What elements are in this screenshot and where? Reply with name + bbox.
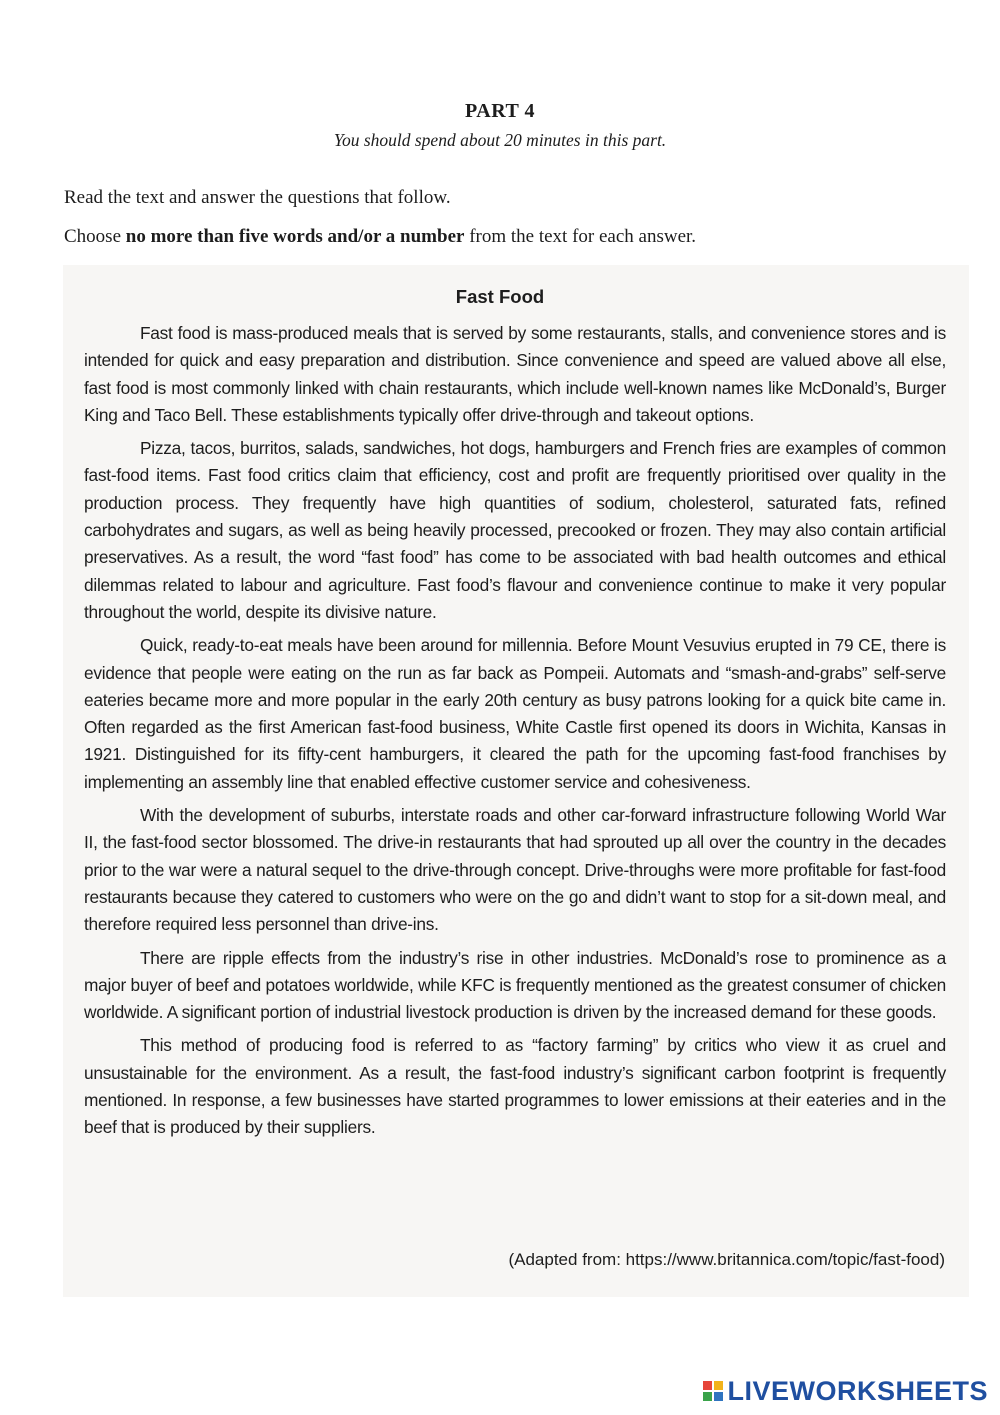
passage-paragraph-5: There are ripple effects from the industry’s rise in other industries. McDonald’s rose to prominence as a major buyer of beef and potatoes worldwide, while KFC is frequently mentioned as the greatest consumer of chicken worldwide. A significant portion of industrial livestock production is driven by the increased demand for these goods. [84,947,946,1023]
instruction-choose-bold: no more than five words and/or a number [125,226,465,247]
part-title: PART 4 [465,100,535,122]
passage-paragraph-2: Pizza, tacos, burritos, salads, sandwiches, hot dogs, hamburgers and French fries are examples of common fast-food items. Fast food critics claim that efficiency, cost and profit are frequently prioritised over quality in the production process. They frequently have high quantities of sodium, cholesterol, saturated fats, refined carbohydrates and sugars, as well as being heavily processed, precooked or frozen. They may also contain artificial preservatives. As a result, the word “fast food” has come to be associated with bad health outcomes and ethical dilemmas related to labour and agriculture. Fast food’s flavour and convenience continue to make it very popular throughout the world, despite its divisive nature. [84,438,946,622]
instruction-choose-pre: Choose [64,226,126,247]
passage-paragraph-1: Fast food is mass-produced meals that is served by some restaurants, stalls, and convenience stores and is intended for quick and easy preparation and distribution. Since convenience and speed are valued above all else, fast food is most commonly linked with chain restaurants, which include well-known names like McDonald’s, Burger King and Taco Bell. These establishments typically offer drive-through and takeout options. [84,323,946,425]
passage-paragraph-4: With the development of suburbs, interstate roads and other car-forward infrastructure following World War II, the fast-food sector blossomed. The drive-in restaurants that had sprouted up all over the country in the decades prior to the war were a natural sequel to the drive-through concept. Drive-throughs were more profitable for fast-food restaurants because they catered to customers who were on the go and didn’t want to stop for a sit-down meal, and therefore required less personnel than drive-ins. [84,805,946,935]
passage-source: (Adapted from: https://www.britannica.com/topic/fast-food) [508,1250,945,1269]
logo-square-blue [714,1392,723,1401]
logo-text: LIVEWORKSHEETS [727,1375,988,1406]
passage-paragraph-6: This method of producing food is referred to as “factory farming” by critics who view it as cruel and unsustainable for the environment. As a result, the fast-food industry’s significant carbon footprint is frequently mentioned. In response, a few businesses have started programmes to lower emissions at their eateries and in the beef that is produced by their suppliers. [84,1035,946,1138]
logo-square-yellow [714,1381,723,1390]
logo-square-red [703,1381,712,1390]
liveworksheets-logo [703,1376,988,1406]
instruction-choose [64,226,696,248]
passage-title: Fast Food [455,286,545,307]
passage-paragraph-3: Quick, ready-to-eat meals have been around for millennia. Before Mount Vesuvius erupted in 79 CE, there is evidence that people were eating on the run as far back as Pompeii. Automats and “smash-and-grabs” self-serve eateries became more and more popular in the early 20th century as busy patrons looking for a quick bite came in. Often regarded as the first American fast-food business, White Castle first opened its doors in Wichita, Kansas in 1921. Distinguished for its fifty-cent hamburgers, it cleared the path for the upcoming fast-food franchises by implementing an assembly line that enabled effective customer service and cohesiveness. [84,635,946,792]
passage-body [84,320,946,1148]
instruction-read: Read the text and answer the questions that follow. [64,187,451,208]
instruction-choose-post: from the text for each answer. [464,226,697,247]
logo-square-green [703,1392,712,1401]
part-subtitle: You should spend about 20 minutes in this part. [333,130,667,150]
logo-grid-icon [703,1381,723,1401]
